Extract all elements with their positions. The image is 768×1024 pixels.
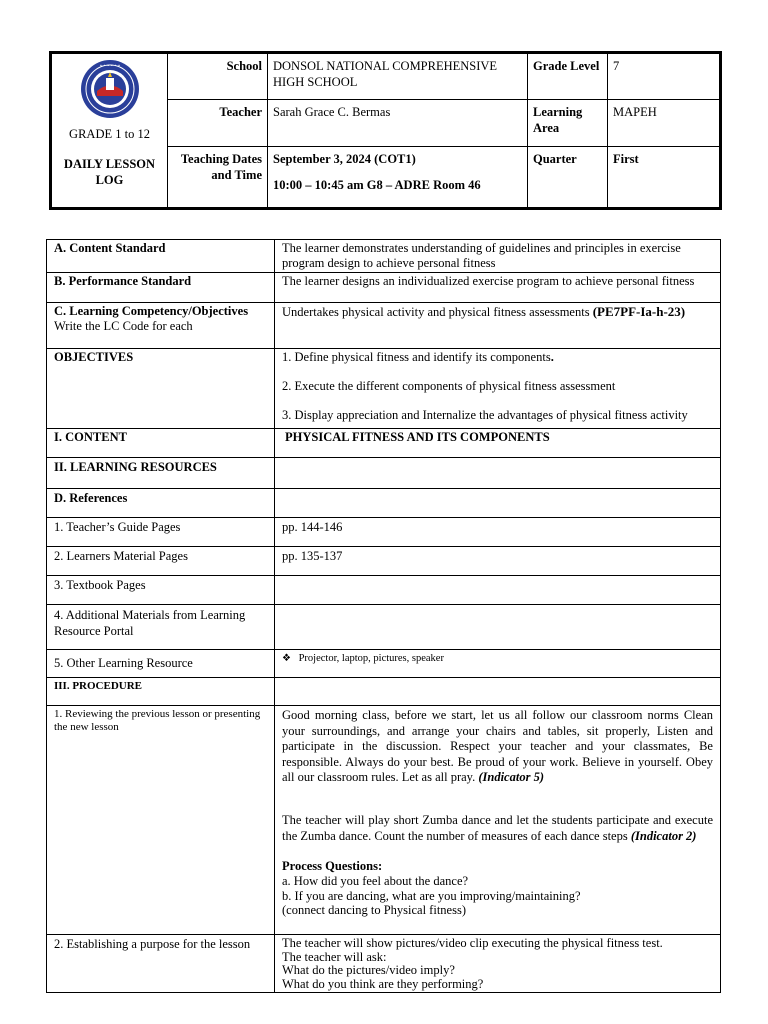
other-value-cell (275, 650, 721, 678)
lm-value: pp. 135-137 (275, 547, 721, 576)
purpose-label: 2. Establishing a purpose for the lesson (47, 935, 275, 993)
table-row (47, 605, 721, 650)
dll-title: DAILY LESSON LOG (63, 157, 156, 187)
teaching-time: 10:00 – 10:45 am G8 – ADRE Room 46 (273, 178, 481, 192)
lm-label: 2. Learners Material Pages (47, 547, 275, 576)
teacher-value: Sarah Grace C. Bermas (268, 100, 528, 147)
objective-item: 3. Display appreciation and Internalize the advantages of physical fitness activity (282, 408, 688, 422)
grade-level-value: 7 (608, 53, 721, 100)
table-row (47, 303, 721, 349)
question-item: b. If you are dancing, what are you improving/maintaining? (282, 888, 581, 903)
teacher-label: Teacher (168, 100, 268, 147)
table-row (47, 678, 721, 706)
performance-standard-value: The learner designs an individualized exercise program to achieve personal fitness (275, 273, 721, 303)
table-row (47, 547, 721, 576)
question-item: a. How did you feel about the dance? (282, 874, 469, 888)
process-questions-label: Process Questions: (282, 858, 383, 873)
table-row (47, 429, 721, 458)
review-paragraph: Good morning class, before we start, let us all follow our classroom norms Clean your surroundings, and arrange your chairs and tables, sit properly, Listen and participate in the discussion. Respect your teacher and your classmates, Be responsible. Always do your best. Be proud of your work. Believe in yourself. Obey all our classroom rules. Let as all pray. (Indicator 5) (282, 708, 713, 784)
table-row (47, 576, 721, 605)
table-row (47, 935, 721, 993)
learning-area-value: MAPEH (608, 100, 721, 147)
tg-value: pp. 144-146 (275, 518, 721, 547)
svg-text:• • • • • •: • • • • • • (99, 63, 120, 68)
table-row (47, 706, 721, 935)
review-label: 1. Reviewing the previous lesson or presenting the new lesson (47, 706, 275, 935)
diamond-bullet-icon: ❖ (282, 653, 291, 664)
quarter-value: First (608, 147, 721, 209)
table-row (47, 273, 721, 303)
school-value: DONSOL NATIONAL COMPREHENSIVE HIGH SCHOOL (268, 53, 528, 100)
content-standard-label: A. Content Standard (47, 240, 275, 273)
competency-value: Undertakes physical activity and physical fitness assessments (282, 305, 590, 319)
content-label: I. CONTENT (47, 429, 275, 458)
learning-resources-label: II. LEARNING RESOURCES (47, 458, 275, 489)
competency-sublabel: Write the LC Code for each (54, 319, 193, 333)
competency-label: C. Learning Competency/Objectives (54, 304, 249, 318)
additional-label: 4. Additional Materials from Learning Resource Portal (47, 605, 275, 650)
learning-area-label: Learning Area (528, 100, 608, 147)
header-table (49, 51, 722, 210)
quarter-label: Quarter (528, 147, 608, 209)
table-row (47, 349, 721, 429)
question-note: (connect dancing to Physical fitness) (282, 903, 466, 917)
tg-label: 1. Teacher’s Guide Pages (47, 518, 275, 547)
other-label: 5. Other Learning Resource (47, 650, 275, 678)
logo-cell (51, 53, 168, 209)
objectives-list (275, 349, 721, 429)
lesson-table (46, 239, 721, 993)
review-content (275, 706, 721, 935)
review-paragraph: The teacher will play short Zumba dance and let the students participate and execute the Zumba dance. Count the number of measures of each dance steps (Indicator 2) (282, 812, 713, 843)
other-value: Projector, laptop, pictures, speaker (298, 653, 444, 664)
table-row (47, 240, 721, 273)
objectives-label: OBJECTIVES (47, 349, 275, 429)
performance-standard-label: B. Performance Standard (47, 273, 275, 303)
table-row (47, 489, 721, 518)
purpose-content: The teacher will show pictures/video clip executing the physical fitness test. The teacher will ask: What do the pictures/video imply? What do you think are they performing? (275, 935, 721, 993)
competency-value-cell (275, 303, 721, 349)
deped-seal-icon (79, 58, 141, 120)
teaching-dates-value (268, 147, 528, 209)
competency-code: (PE7PF-Ia-h-23) (592, 304, 686, 319)
objective-item: 1. Define physical fitness and identify its components. (282, 350, 554, 364)
teaching-date: September 3, 2024 (COT1) (273, 152, 416, 166)
school-label: School (168, 53, 268, 100)
teaching-dates-label: Teaching Dates and Time (168, 147, 268, 209)
competency-cell (47, 303, 275, 349)
content-standard-value: The learner demonstrates understanding of guidelines and principles in exercise program design to achieve personal fitness (275, 240, 721, 273)
content-value: PHYSICAL FITNESS AND ITS COMPONENTS (275, 429, 721, 458)
objective-item: 2. Execute the different components of physical fitness assessment (282, 379, 616, 393)
references-label: D. References (47, 489, 275, 518)
grade-level-label: Grade Level (528, 53, 608, 100)
table-row (47, 650, 721, 678)
table-row (47, 458, 721, 489)
textbook-label: 3. Textbook Pages (47, 576, 275, 605)
procedure-label: III. PROCEDURE (47, 678, 275, 706)
table-row (47, 518, 721, 547)
grade-range: GRADE 1 to 12 (69, 127, 150, 141)
